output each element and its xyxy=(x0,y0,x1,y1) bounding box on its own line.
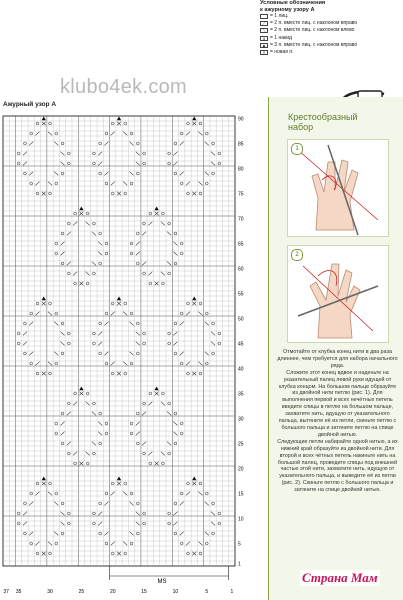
legend-item xyxy=(260,27,403,34)
legend-item xyxy=(260,13,403,20)
col-label: 37 xyxy=(3,589,9,595)
row-labels xyxy=(238,117,244,568)
chart-title: Ажурный узор А xyxy=(3,101,57,108)
legend-item xyxy=(260,35,403,42)
knit-symbol xyxy=(260,14,268,19)
hand-illustration xyxy=(288,246,388,342)
legend-item-text: = 2 п. вместе лиц. с наклоном вправо xyxy=(270,20,358,27)
k3tog-symbol: ▲ xyxy=(261,42,267,48)
legend-item-text: = новая п. xyxy=(270,49,294,56)
row-label: 75 xyxy=(237,191,244,198)
row-label: 20 xyxy=(237,466,244,473)
row-label: 55 xyxy=(237,291,244,298)
yarn-over-symbol: o xyxy=(260,36,268,41)
legend xyxy=(260,0,403,56)
row-label: 35 xyxy=(237,391,244,398)
legend-item-text: = 2 п. вместе лиц. с наклоном влево xyxy=(270,27,355,34)
legend-item xyxy=(260,20,403,27)
new-stitch-symbol: × xyxy=(260,50,268,55)
repeat-label: MS xyxy=(157,579,167,585)
col-labels xyxy=(3,589,233,595)
figure-number: 2 xyxy=(291,249,303,261)
k2tog-right-symbol: ⟋ xyxy=(260,21,268,26)
row-label: 80 xyxy=(237,166,244,173)
row-label: 15 xyxy=(237,491,244,498)
row-label: 40 xyxy=(237,366,244,373)
method-sidebar xyxy=(268,97,403,600)
row-label: 5 xyxy=(237,541,241,548)
row-label: 30 xyxy=(237,416,244,423)
col-label: 20 xyxy=(109,589,116,595)
row-label: 45 xyxy=(237,341,244,348)
k2tog-left-symbol: ⟍ xyxy=(260,28,268,33)
row-label: 90 xyxy=(237,116,244,123)
row-label: 50 xyxy=(237,316,244,323)
repeat-bracket xyxy=(110,566,229,580)
row-label: 70 xyxy=(237,216,244,223)
row-label: 85 xyxy=(237,141,244,148)
row-label: 1 xyxy=(237,561,241,568)
knitting-chart xyxy=(0,106,262,600)
figure-1 xyxy=(287,139,389,237)
sidebar-text xyxy=(277,349,398,494)
legend-title: Условные обозначения к ажурному узору А xyxy=(260,0,326,13)
col-label: 30 xyxy=(47,589,53,595)
instruction-paragraph: Следующие петли набирайте одной нитью, а их нижний край образуйте из двойной нити. Для второй и всех чётных петель накиньте нить на большой палец, проведите спицы под внешней частью этой нити, захватите нить, идущую от указательного пальца, и выведите её из петли (рис. 2). Скиньте петлю с большого пальца и затяните на спице двойной нитью. xyxy=(277,438,398,494)
figure-2 xyxy=(287,245,389,343)
watermark: klubo4ek.com xyxy=(60,76,187,98)
legend-item-text: = 1 накид xyxy=(270,34,292,41)
site-logo: Страна Мам xyxy=(302,570,378,585)
row-label: 10 xyxy=(237,516,244,523)
col-label: 5 xyxy=(205,589,209,595)
instruction-paragraph: Сложите этот конец вдвое и наденьте на указательный палец левой руки идущей от клубка концом. На большом пальце образуйте из двойной нити петлю (рис. 1). Для выполнения первой и всех нечётных петель введите спицы в петлю на большом пальце, захватите нить, идущую от указательного пальца, вытяните её из петли, скиньте петлю с большого пальца и затяните петлю на спице двойной нитью. xyxy=(278,369,397,438)
row-label: 25 xyxy=(237,441,244,448)
legend-item xyxy=(260,42,403,49)
legend-item-text: = 3 п. вместе лиц. с наклоном вправо xyxy=(270,41,358,48)
legend-item-text: = 1 лиц. xyxy=(270,13,289,19)
col-label: 35 xyxy=(15,589,22,595)
col-label: 15 xyxy=(141,589,147,595)
row-label: 65 xyxy=(237,241,244,248)
col-label: 25 xyxy=(78,589,85,595)
row-label: 60 xyxy=(237,266,244,273)
sidebar-title: Крестообразный набор xyxy=(288,112,358,132)
col-label: 1 xyxy=(230,589,234,595)
hand-illustration xyxy=(288,140,388,236)
instruction-paragraph: Отмотайте от клубка конец нити в два раза длиннее, чем требуется для набора начального ряда. xyxy=(277,349,398,369)
legend-item xyxy=(260,49,403,56)
figure-number: 1 xyxy=(291,143,303,155)
col-label: 10 xyxy=(172,589,179,595)
